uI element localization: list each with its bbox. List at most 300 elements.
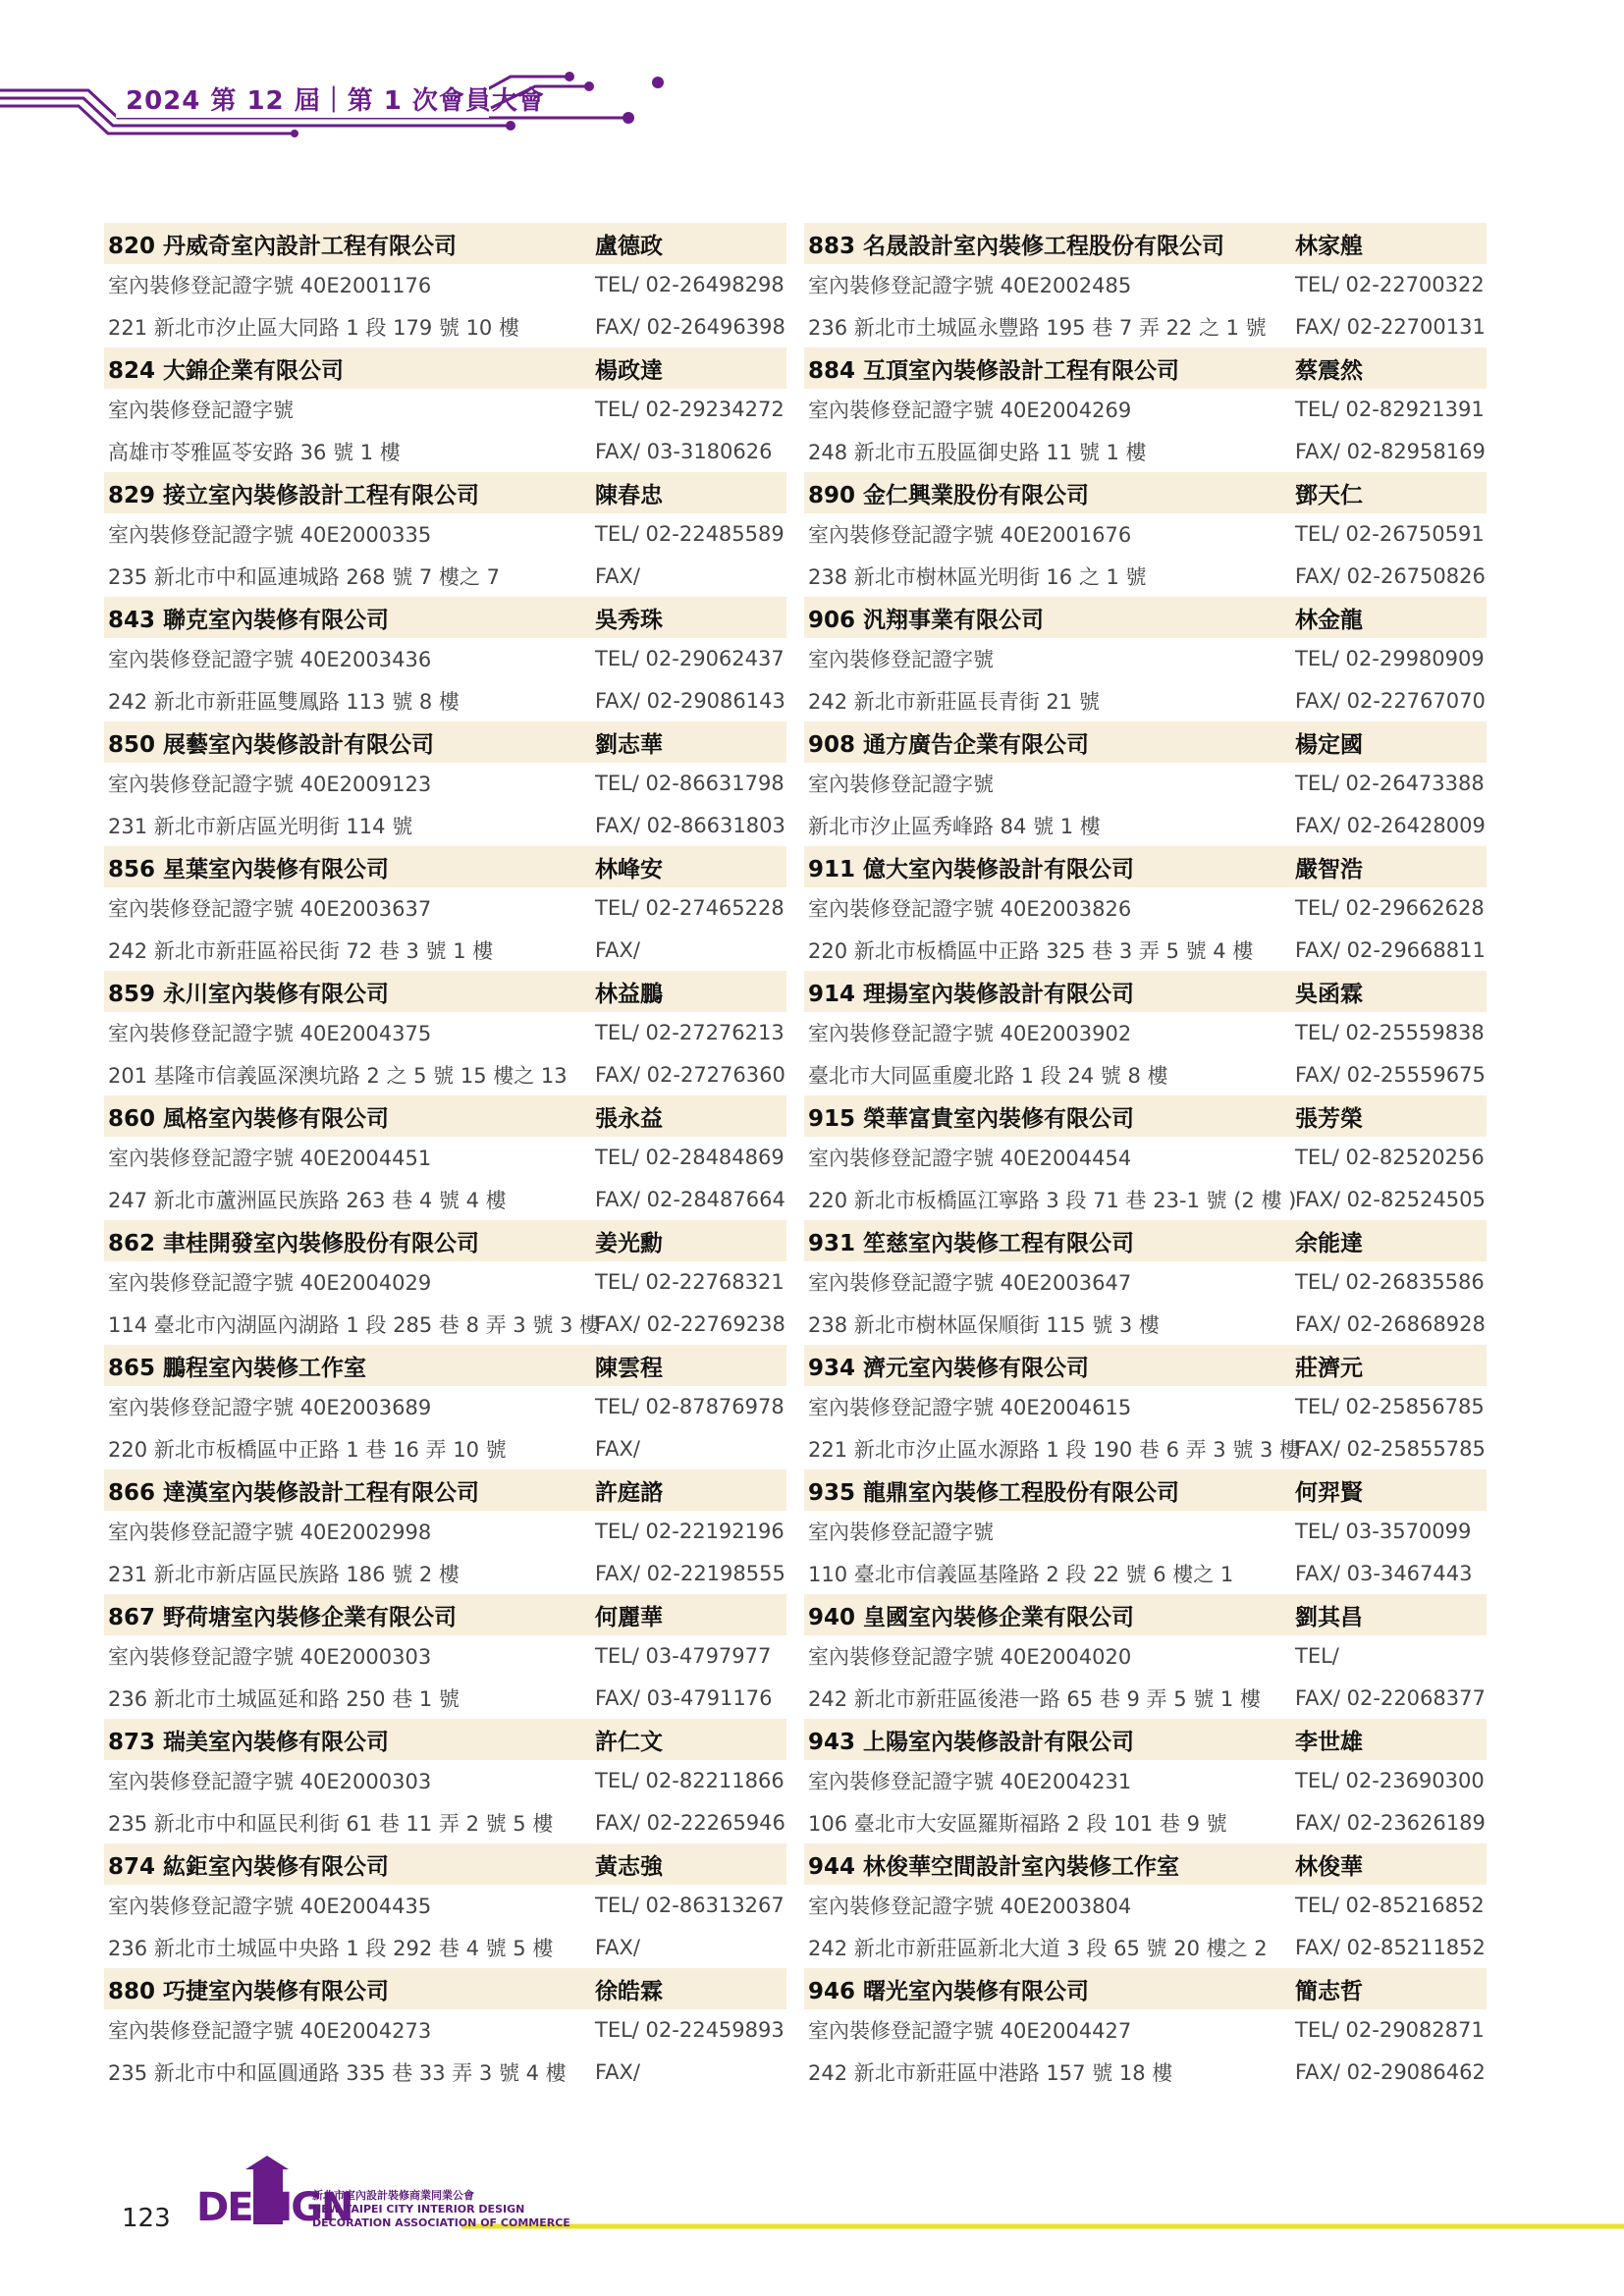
representative-name: 張芳榮 (1295, 1105, 1363, 1132)
fax-number: FAX/ 02-22198555 (595, 1561, 785, 1585)
page-header (0, 0, 1624, 157)
license-number: 室內裝修登記證字號 (108, 399, 294, 423)
representative-name: 陳春忠 (595, 482, 663, 508)
entry-detail-row (804, 805, 1487, 846)
company-name: 824 大錦企業有限公司 (108, 357, 345, 384)
address: 242 新北市新莊區中港路 157 號 18 樓 (808, 2060, 1173, 2085)
entry-header-row (804, 1345, 1487, 1386)
fax-number: FAX/ 02-22767070 (1295, 688, 1486, 713)
member-entry (804, 472, 1487, 597)
license-number: 室內裝修登記證字號 40E2004231 (808, 1770, 1132, 1794)
entry-detail-row (804, 1261, 1487, 1303)
company-name: 862 聿桂開發室內裝修股份有限公司 (108, 1230, 480, 1256)
entry-header-row (804, 846, 1487, 887)
member-entry (804, 1469, 1487, 1594)
entry-header-row (104, 971, 786, 1012)
entry-detail-row (104, 513, 786, 555)
license-number: 室內裝修登記證字號 40E2004269 (808, 399, 1132, 423)
entry-detail-row (804, 1054, 1487, 1095)
entry-header-row (804, 347, 1487, 389)
representative-name: 林金龍 (1295, 607, 1363, 633)
member-entry (104, 1968, 786, 2093)
entry-detail-row (804, 2052, 1487, 2093)
entry-header-row (104, 721, 786, 763)
representative-name: 林峰安 (595, 856, 663, 882)
address: 231 新北市新店區光明街 114 號 (108, 814, 413, 838)
fax-number: FAX/ 02-22769238 (595, 1311, 785, 1336)
address: 247 新北市蘆洲區民族路 263 巷 4 號 4 樓 (108, 1188, 507, 1212)
company-name: 946 曙光室內裝修有限公司 (808, 1978, 1090, 2004)
company-name: 883 名晟設計室內裝修工程股份有限公司 (808, 233, 1225, 259)
fax-number: FAX/ 02-26868928 (1295, 1311, 1486, 1336)
representative-name: 楊定國 (1295, 731, 1363, 758)
entry-detail-row (804, 638, 1487, 679)
entry-detail-row (104, 638, 786, 679)
company-name: 850 展藝室內裝修設計有限公司 (108, 731, 435, 758)
license-number: 室內裝修登記證字號 40E2004451 (108, 1147, 432, 1171)
entry-detail-row (104, 887, 786, 929)
entry-header-row (104, 223, 786, 264)
fax-number: FAX/ (595, 2059, 640, 2084)
entry-detail-row (804, 1511, 1487, 1552)
company-name: 856 星葉室內裝修有限公司 (108, 856, 390, 882)
representative-name: 簡志哲 (1295, 1978, 1363, 2004)
entry-header-row (804, 1594, 1487, 1635)
address: 242 新北市新莊區新北大道 3 段 65 號 20 樓之 2 (808, 1936, 1268, 1960)
entry-detail-row (104, 556, 786, 597)
license-number: 室內裝修登記證字號 40E2003436 (108, 648, 432, 672)
entry-header-row (104, 347, 786, 389)
entry-detail-row (104, 2009, 786, 2051)
representative-name: 陳雲程 (595, 1355, 663, 1381)
member-entry (104, 1095, 786, 1220)
telephone: TEL/ 02-22700322 (1295, 273, 1485, 297)
address: 106 臺北市大安區羅斯福路 2 段 101 巷 9 號 (808, 1811, 1227, 1836)
address: 248 新北市五股區御史路 11 號 1 樓 (808, 440, 1147, 464)
company-name: 860 風格室內裝修有限公司 (108, 1105, 390, 1132)
representative-name: 李世雄 (1295, 1729, 1363, 1755)
fax-number: FAX/ 02-85211852 (1295, 1935, 1486, 1959)
entry-header-row (804, 721, 1487, 763)
license-number: 室內裝修登記證字號 40E2003902 (808, 1022, 1132, 1046)
telephone: TEL/ 02-82211866 (595, 1769, 785, 1793)
member-entry (804, 1719, 1487, 1843)
telephone: TEL/ 03-4797977 (595, 1644, 772, 1669)
address: 臺北市大同區重慶北路 1 段 24 號 8 樓 (808, 1063, 1168, 1088)
association-name-en-1: NEW TAIPEI CITY INTERIOR DESIGN (312, 2203, 525, 2216)
entry-header-row (104, 597, 786, 638)
header-title: 2024 第 12 屆｜第 1 次會員大會 (126, 86, 545, 116)
address: 235 新北市中和區連城路 268 號 7 樓之 7 (108, 564, 500, 589)
telephone: TEL/ 02-29062437 (595, 647, 785, 671)
address: 235 新北市中和區圓通路 335 巷 33 弄 3 號 4 樓 (108, 2060, 567, 2085)
telephone: TEL/ 02-23690300 (1295, 1769, 1485, 1793)
telephone: TEL/ 02-82921391 (1295, 398, 1485, 422)
entry-header-row (104, 1594, 786, 1635)
telephone: TEL/ (1295, 1644, 1339, 1669)
representative-name: 姜光勳 (595, 1230, 663, 1256)
company-name: 820 丹威奇室內設計工程有限公司 (108, 233, 458, 259)
entry-header-row (804, 1469, 1487, 1511)
entry-detail-row (804, 1304, 1487, 1345)
entry-detail-row (804, 306, 1487, 347)
fax-number: FAX/ (595, 1436, 640, 1461)
member-entry (104, 597, 786, 721)
representative-name: 劉志華 (595, 731, 663, 758)
company-name: 873 瑞美室內裝修有限公司 (108, 1729, 390, 1755)
representative-name: 張永益 (595, 1105, 663, 1132)
telephone: TEL/ 02-26835586 (1295, 1270, 1485, 1295)
entry-header-row (804, 971, 1487, 1012)
telephone: TEL/ 02-86631798 (595, 772, 785, 796)
entry-header-row (804, 1220, 1487, 1261)
entry-detail-row (104, 930, 786, 971)
entry-detail-row (804, 1386, 1487, 1427)
entry-detail-row (104, 1553, 786, 1594)
company-name: 866 達漢室內裝修設計工程有限公司 (108, 1479, 480, 1506)
representative-name: 楊政達 (595, 357, 663, 384)
telephone: TEL/ 02-29662628 (1295, 896, 1485, 921)
fax-number: FAX/ 02-26496398 (595, 314, 785, 339)
company-name: 874 紘鉅室內裝修有限公司 (108, 1853, 390, 1880)
fax-number: FAX/ 02-22265946 (595, 1810, 785, 1835)
telephone: TEL/ 02-87876978 (595, 1395, 785, 1419)
member-entry (804, 1968, 1487, 2093)
license-number: 室內裝修登記證字號 40E2004273 (108, 2019, 432, 2044)
member-entry (804, 1843, 1487, 1968)
member-entry (104, 347, 786, 472)
company-name: 935 龍鼎室內裝修工程股份有限公司 (808, 1479, 1180, 1506)
representative-name: 林俊華 (1295, 1853, 1363, 1880)
address: 236 新北市土城區延和路 250 巷 1 號 (108, 1686, 460, 1711)
address: 220 新北市板橋區中正路 325 巷 3 弄 5 號 4 樓 (808, 938, 1254, 963)
license-number: 室內裝修登記證字號 40E2003689 (108, 1396, 432, 1420)
address: 201 基隆市信義區深澳坑路 2 之 5 號 15 樓之 13 (108, 1063, 568, 1088)
company-name: 880 巧捷室內裝修有限公司 (108, 1978, 390, 2004)
fax-number: FAX/ 02-29086462 (1295, 2059, 1486, 2084)
fax-number: FAX/ 03-3467443 (1295, 1561, 1473, 1585)
entry-header-row (104, 1968, 786, 2009)
company-name: 829 接立室內裝修設計工程有限公司 (108, 482, 480, 508)
entry-detail-row (804, 556, 1487, 597)
entry-detail-row (804, 1802, 1487, 1843)
address: 242 新北市新莊區後港一路 65 巷 9 弄 5 號 1 樓 (808, 1686, 1261, 1711)
license-number: 室內裝修登記證字號 (808, 773, 994, 797)
entry-header-row (104, 472, 786, 513)
entry-header-row (804, 1968, 1487, 2009)
fax-number: FAX/ 02-23626189 (1295, 1810, 1486, 1835)
fax-number: FAX/ (595, 563, 640, 588)
telephone: TEL/ 02-86313267 (595, 1894, 785, 1918)
telephone: TEL/ 02-22459893 (595, 2018, 785, 2043)
entry-detail-row (804, 1635, 1487, 1677)
entry-header-row (104, 1095, 786, 1137)
member-entry (804, 597, 1487, 721)
representative-name: 蔡震然 (1295, 357, 1363, 384)
telephone: TEL/ 02-26750591 (1295, 522, 1485, 547)
address: 新北市汐止區秀峰路 84 號 1 樓 (808, 814, 1101, 838)
telephone: TEL/ 02-25856785 (1295, 1395, 1485, 1419)
member-entry (104, 1719, 786, 1843)
left-column (104, 223, 786, 2093)
license-number: 室內裝修登記證字號 40E2004020 (808, 1645, 1132, 1670)
license-number: 室內裝修登記證字號 40E2003804 (808, 1895, 1132, 1919)
entry-detail-row (104, 1012, 786, 1053)
license-number: 室內裝修登記證字號 40E2004454 (808, 1147, 1132, 1171)
company-name: 890 金仁興業股份有限公司 (808, 482, 1090, 508)
address: 高雄市苓雅區苓安路 36 號 1 樓 (108, 440, 401, 464)
telephone: TEL/ 02-27465228 (595, 896, 785, 921)
member-entry (804, 347, 1487, 472)
license-number: 室內裝修登記證字號 40E2004435 (108, 1895, 432, 1919)
entry-header-row (804, 1843, 1487, 1885)
entry-detail-row (104, 1511, 786, 1552)
entry-detail-row (804, 680, 1487, 721)
member-entry (104, 1345, 786, 1469)
address: 236 新北市土城區中央路 1 段 292 巷 4 號 5 樓 (108, 1936, 554, 1960)
entry-detail-row (804, 389, 1487, 430)
fax-number: FAX/ 02-26428009 (1295, 813, 1486, 837)
entry-detail-row (804, 1760, 1487, 1801)
license-number: 室內裝修登記證字號 40E2000303 (108, 1645, 432, 1670)
member-entry (104, 223, 786, 347)
entry-detail-row (104, 306, 786, 347)
representative-name: 黃志強 (595, 1853, 663, 1880)
member-entry (104, 472, 786, 597)
address: 221 新北市汐止區水源路 1 段 190 巷 6 弄 3 號 3 樓 (808, 1437, 1301, 1462)
fax-number: FAX/ 02-22068377 (1295, 1685, 1486, 1710)
fax-number: FAX/ (595, 1935, 640, 1959)
company-name: 943 上陽室內裝修設計有限公司 (808, 1729, 1135, 1755)
telephone: TEL/ 02-22485589 (595, 522, 785, 547)
entry-detail-row (104, 1137, 786, 1178)
entry-header-row (104, 846, 786, 887)
company-name: 906 汎翔事業有限公司 (808, 607, 1045, 633)
right-column (804, 223, 1487, 2093)
member-entry (804, 1345, 1487, 1469)
entry-detail-row (104, 1428, 786, 1469)
entry-detail-row (104, 1304, 786, 1345)
entry-detail-row (104, 1927, 786, 1968)
address: 220 新北市板橋區中正路 1 巷 16 弄 10 號 (108, 1437, 507, 1462)
fax-number: FAX/ 02-86631803 (595, 813, 785, 837)
address: 238 新北市樹林區保順街 115 號 3 樓 (808, 1312, 1160, 1337)
telephone: TEL/ 02-29082871 (1295, 2018, 1485, 2043)
company-name: 931 笙慈室內裝修工程有限公司 (808, 1230, 1135, 1256)
license-number: 室內裝修登記證字號 40E2001676 (808, 523, 1132, 548)
entry-detail-row (804, 763, 1487, 804)
entry-detail-row (804, 1012, 1487, 1053)
telephone: TEL/ 02-85216852 (1295, 1894, 1485, 1918)
representative-name: 余能達 (1295, 1230, 1363, 1256)
company-name: 911 億大室內裝修設計有限公司 (808, 856, 1135, 882)
member-entry (804, 971, 1487, 1095)
telephone: TEL/ 02-29980909 (1295, 647, 1485, 671)
company-name: 940 皇國室內裝修企業有限公司 (808, 1604, 1135, 1630)
representative-name: 莊濟元 (1295, 1355, 1363, 1381)
entry-detail-row (804, 930, 1487, 971)
entry-detail-row (804, 2009, 1487, 2051)
representative-name: 盧德政 (595, 233, 663, 259)
entry-detail-row (804, 1428, 1487, 1469)
company-name: 859 永川室內裝修有限公司 (108, 981, 390, 1007)
address: 236 新北市土城區永豐路 195 巷 7 弄 22 之 1 號 (808, 315, 1267, 340)
company-name: 914 理揚室內裝修設計有限公司 (808, 981, 1135, 1007)
entry-detail-row (104, 1678, 786, 1719)
association-name (312, 2189, 570, 2230)
company-name: 944 林俊華空間設計室內裝修工作室 (808, 1853, 1180, 1880)
representative-name: 許庭諮 (595, 1479, 663, 1506)
fax-number: FAX/ (595, 937, 640, 962)
telephone: TEL/ 02-82520256 (1295, 1146, 1485, 1170)
telephone: TEL/ 02-22768321 (595, 1270, 785, 1295)
entry-detail-row (104, 1760, 786, 1801)
member-entry (804, 1594, 1487, 1719)
entry-detail-row (104, 1261, 786, 1303)
fax-number: FAX/ 02-29668811 (1295, 937, 1486, 962)
entry-header-row (104, 1345, 786, 1386)
company-name: 843 聯克室內裝修有限公司 (108, 607, 390, 633)
entry-detail-row (104, 1635, 786, 1677)
fax-number: FAX/ 02-22700131 (1295, 314, 1486, 339)
entry-detail-row (104, 431, 786, 472)
entry-header-row (804, 223, 1487, 264)
entry-detail-row (104, 1054, 786, 1095)
fax-number: FAX/ 02-25855785 (1295, 1436, 1486, 1461)
representative-name: 許仁文 (595, 1729, 663, 1755)
address: 110 臺北市信義區基隆路 2 段 22 號 6 樓之 1 (808, 1562, 1234, 1586)
license-number: 室內裝修登記證字號 40E2002485 (808, 274, 1132, 298)
representative-name: 何羿賢 (1295, 1479, 1363, 1506)
license-number: 室內裝修登記證字號 40E2000335 (108, 523, 432, 548)
fax-number: FAX/ 03-4791176 (595, 1685, 773, 1710)
entry-header-row (804, 1719, 1487, 1760)
entry-header-row (804, 1095, 1487, 1137)
entry-header-row (804, 597, 1487, 638)
telephone: TEL/ 02-27276213 (595, 1021, 785, 1045)
address: 221 新北市汐止區大同路 1 段 179 號 10 樓 (108, 315, 519, 340)
address: 220 新北市板橋區江寧路 3 段 71 巷 23-1 號 (2 樓 ) (808, 1188, 1297, 1212)
license-number: 室內裝修登記證字號 40E2003637 (108, 897, 432, 922)
representative-name: 劉其昌 (1295, 1604, 1363, 1630)
fax-number: FAX/ 02-25559675 (1295, 1062, 1486, 1087)
entry-detail-row (804, 1885, 1487, 1926)
license-number: 室內裝修登記證字號 40E2004029 (108, 1271, 432, 1296)
representative-name: 徐皓霖 (595, 1978, 663, 2004)
license-number: 室內裝修登記證字號 40E2004427 (808, 2019, 1132, 2044)
representative-name: 吳秀珠 (595, 607, 663, 633)
license-number: 室內裝修登記證字號 40E2003647 (808, 1271, 1132, 1296)
entry-detail-row (104, 1802, 786, 1843)
company-name: 915 榮華富貴室內裝修有限公司 (808, 1105, 1135, 1132)
address: 231 新北市新店區民族路 186 號 2 樓 (108, 1562, 460, 1586)
address: 114 臺北市內湖區內湖路 1 段 285 巷 8 弄 3 號 3 樓 (108, 1312, 601, 1337)
entry-detail-row (804, 264, 1487, 305)
address: 242 新北市新莊區雙鳳路 113 號 8 樓 (108, 689, 460, 714)
telephone: TEL/ 03-3570099 (1295, 1520, 1472, 1544)
address: 235 新北市中和區民利街 61 巷 11 弄 2 號 5 樓 (108, 1811, 554, 1836)
entry-detail-row (104, 680, 786, 721)
fax-number: FAX/ 02-29086143 (595, 688, 785, 713)
telephone: TEL/ 02-26473388 (1295, 772, 1485, 796)
member-entry (104, 1843, 786, 1968)
association-logo: DESIGN (196, 2185, 352, 2230)
representative-name: 吳函霖 (1295, 981, 1363, 1007)
member-entry (104, 1220, 786, 1345)
member-entry (104, 846, 786, 971)
entry-header-row (104, 1469, 786, 1511)
entry-detail-row (104, 2052, 786, 2093)
header-circuit-decoration (0, 0, 1624, 157)
entry-detail-row (804, 513, 1487, 555)
member-entry (804, 846, 1487, 971)
entry-detail-row (804, 1137, 1487, 1178)
license-number: 室內裝修登記證字號 40E2002998 (108, 1521, 432, 1545)
entry-detail-row (104, 1386, 786, 1427)
entry-header-row (104, 1719, 786, 1760)
association-name-en-2: DECORATION ASSOCIATION OF COMMERCE (312, 2216, 570, 2229)
entry-detail-row (804, 1553, 1487, 1594)
page-number: 123 (122, 2204, 171, 2233)
entry-detail-row (804, 1179, 1487, 1220)
telephone: TEL/ 02-25559838 (1295, 1021, 1485, 1045)
entry-detail-row (104, 1179, 786, 1220)
representative-name: 林家艎 (1295, 233, 1363, 259)
representative-name: 嚴智浩 (1295, 856, 1363, 882)
association-name-zh: 新北市室內設計裝修商業同業公會 (312, 2189, 474, 2202)
address: 242 新北市新莊區裕民街 72 巷 3 號 1 樓 (108, 938, 494, 963)
entry-header-row (104, 1220, 786, 1261)
license-number: 室內裝修登記證字號 40E2009123 (108, 773, 432, 797)
representative-name: 林益鵬 (595, 981, 663, 1007)
fax-number: FAX/ 02-28487664 (595, 1187, 785, 1211)
license-number: 室內裝修登記證字號 (808, 1521, 994, 1545)
fax-number: FAX/ 02-27276360 (595, 1062, 785, 1087)
member-entry (104, 1469, 786, 1594)
entry-detail-row (804, 887, 1487, 929)
company-name: 867 野荷塘室內裝修企業有限公司 (108, 1604, 458, 1630)
telephone: TEL/ 02-26498298 (595, 273, 785, 297)
representative-name: 何麗華 (595, 1604, 663, 1630)
entry-detail-row (104, 264, 786, 305)
fax-number: FAX/ 02-82524505 (1295, 1187, 1486, 1211)
telephone: TEL/ 02-29234272 (595, 398, 785, 422)
member-entry (104, 1594, 786, 1719)
license-number: 室內裝修登記證字號 40E2004615 (808, 1396, 1132, 1420)
entry-detail-row (804, 1927, 1487, 1968)
member-entry (804, 1220, 1487, 1345)
company-name: 865 鵬程室內裝修工作室 (108, 1355, 367, 1381)
entry-header-row (804, 472, 1487, 513)
entry-detail-row (104, 1885, 786, 1926)
fax-number: FAX/ 02-82958169 (1295, 439, 1486, 463)
address: 242 新北市新莊區長青街 21 號 (808, 689, 1100, 714)
fax-number: FAX/ 03-3180626 (595, 439, 773, 463)
entry-detail-row (104, 389, 786, 430)
address: 238 新北市樹林區光明街 16 之 1 號 (808, 564, 1147, 589)
company-name: 884 互頂室內裝修設計工程有限公司 (808, 357, 1180, 384)
entry-detail-row (804, 1678, 1487, 1719)
member-entry (104, 971, 786, 1095)
company-name: 908 通方廣告企業有限公司 (808, 731, 1090, 758)
member-entry (804, 1095, 1487, 1220)
license-number: 室內裝修登記證字號 40E2003826 (808, 897, 1132, 922)
license-number: 室內裝修登記證字號 40E2001176 (108, 274, 432, 298)
representative-name: 鄧天仁 (1295, 482, 1363, 508)
fax-number: FAX/ 02-26750826 (1295, 563, 1486, 588)
entry-detail-row (104, 805, 786, 846)
member-entry (804, 223, 1487, 347)
